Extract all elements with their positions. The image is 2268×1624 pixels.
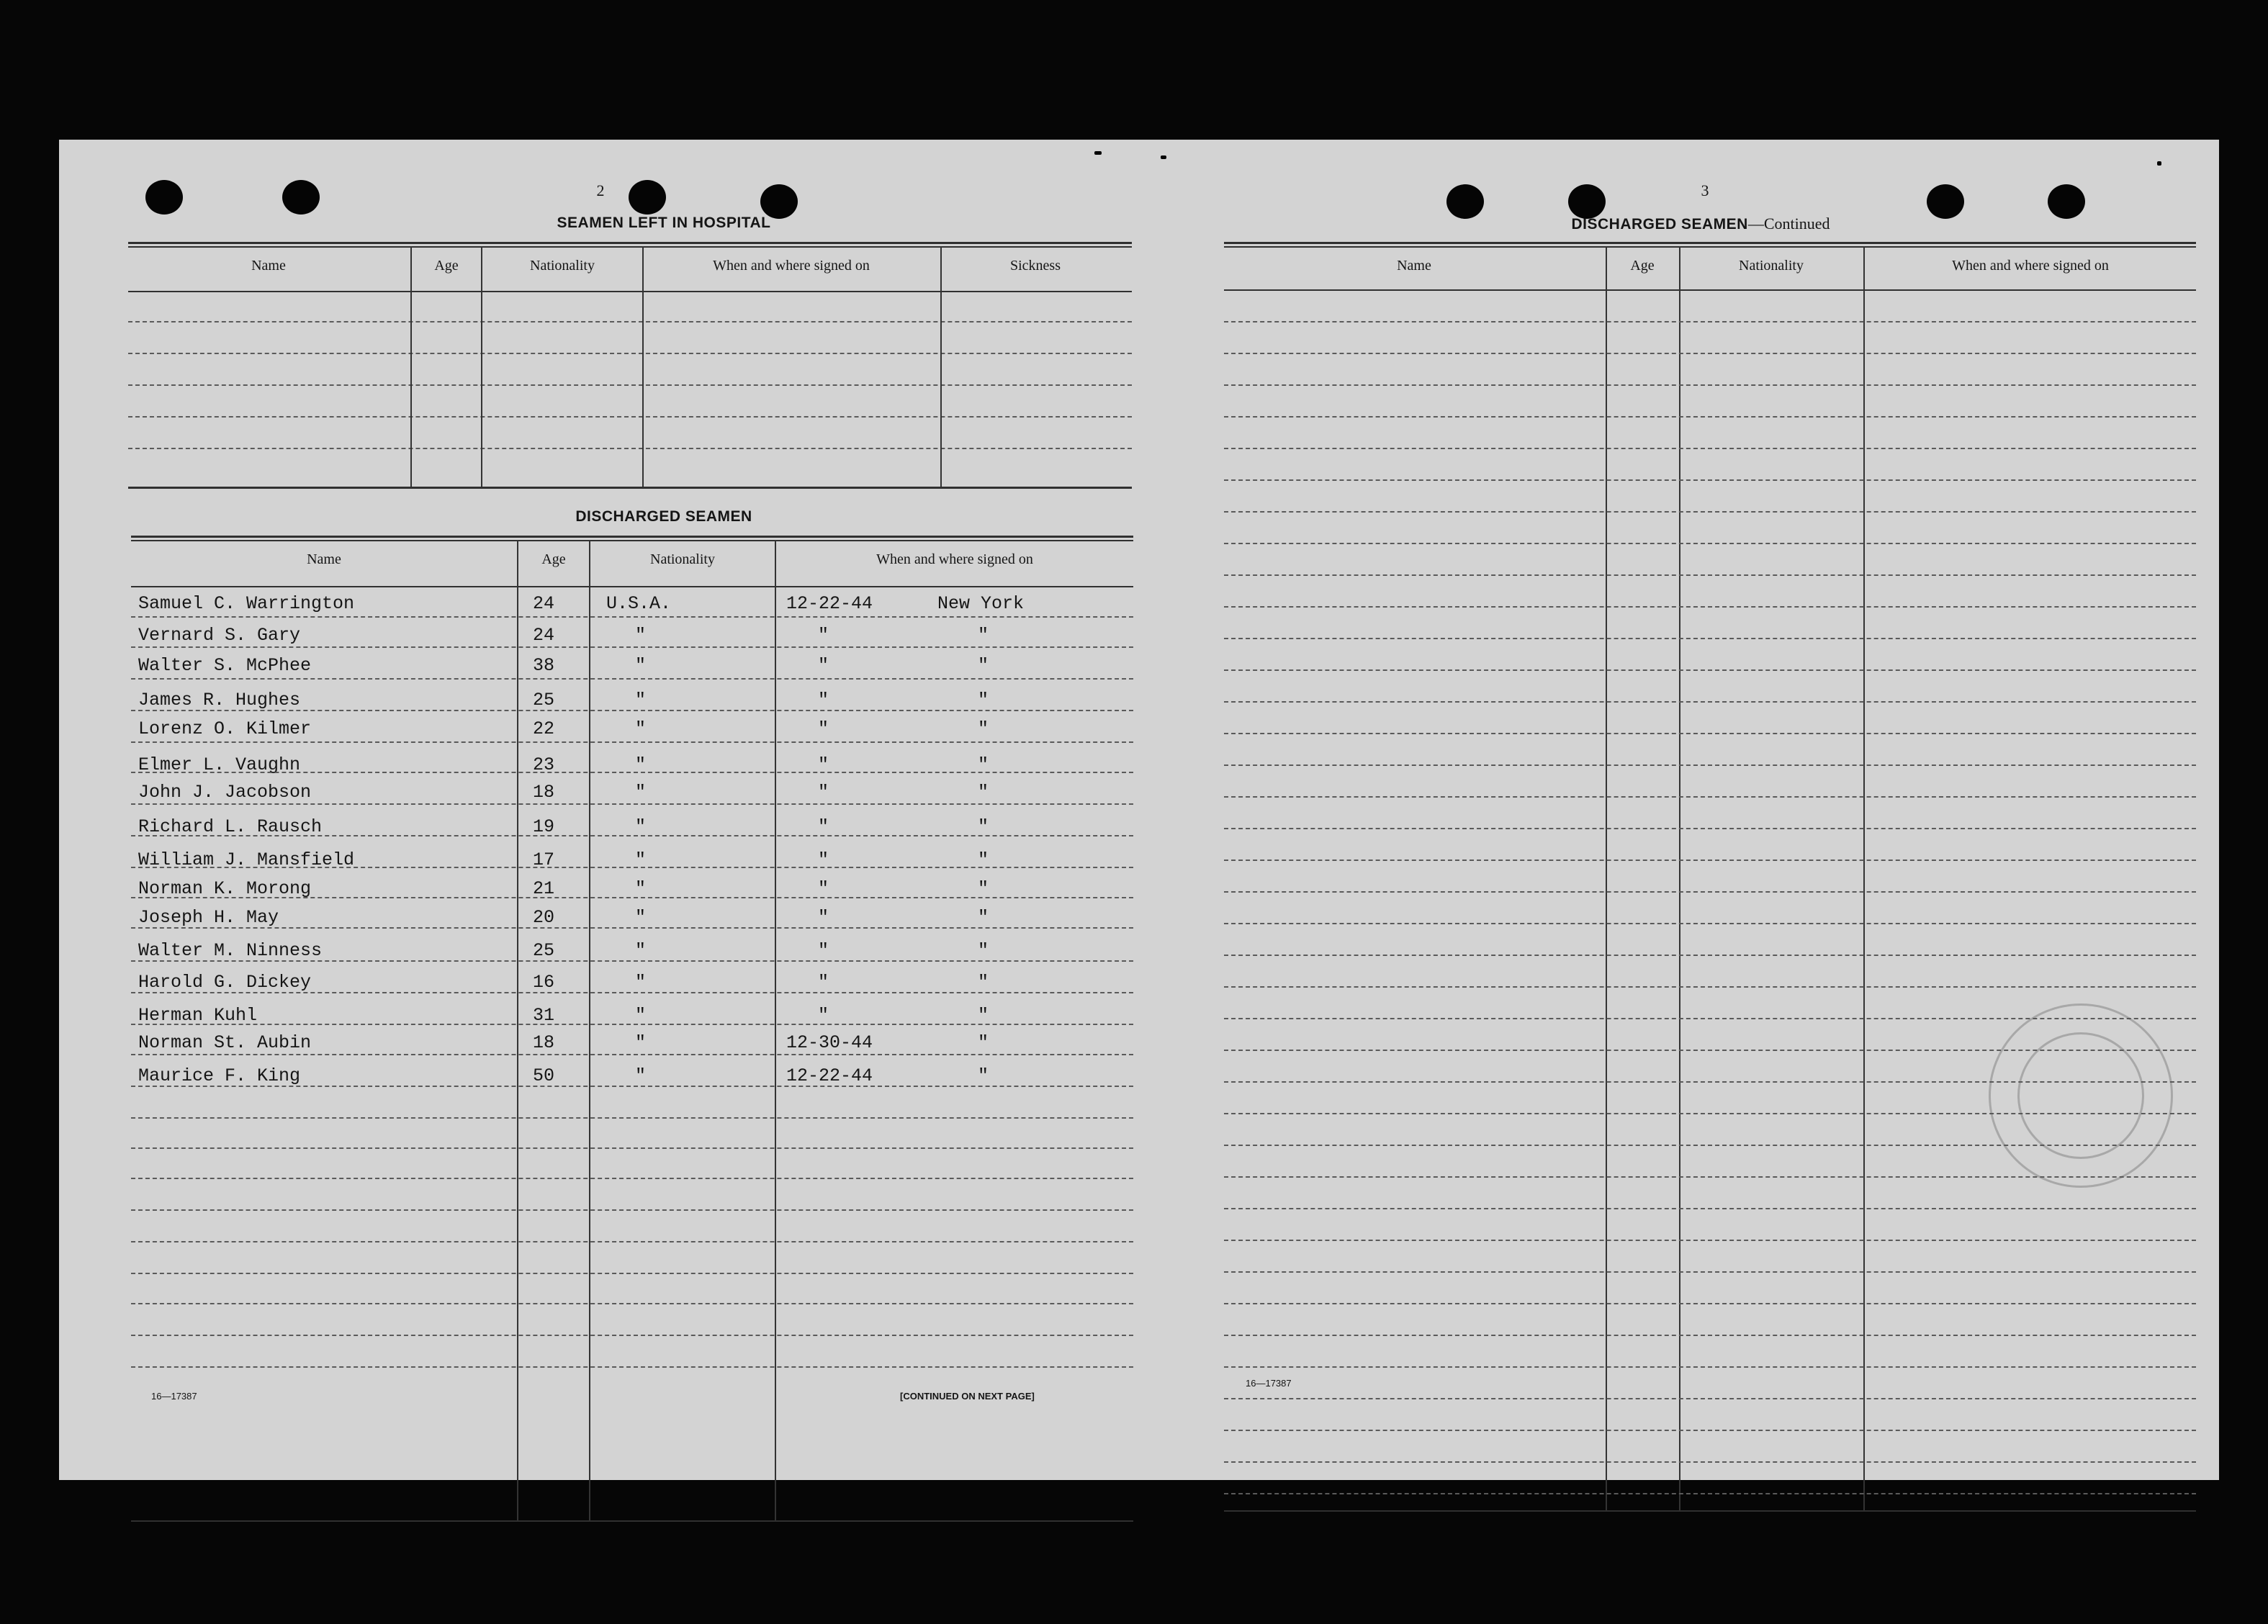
column-divider (1863, 246, 1865, 1512)
table-row (59, 1032, 1132, 1061)
ruled-line (1224, 764, 2196, 766)
discharged-section-title: DISCHARGED SEAMEN (575, 508, 752, 525)
ruled-line (131, 646, 1133, 648)
paper-speck (1161, 155, 1166, 159)
signed-on-place: " (978, 972, 989, 993)
table-row (59, 878, 1132, 907)
ruled-line (131, 710, 1133, 711)
ruled-line (1224, 416, 2196, 418)
right-section-title (1499, 215, 1902, 233)
ruled-line (131, 835, 1133, 836)
seaman-nationality: " (635, 1065, 647, 1086)
seaman-nationality: " (635, 1005, 647, 1026)
seaman-name: Maurice F. King (138, 1065, 301, 1086)
seaman-age: 25 (533, 940, 555, 961)
signed-on-place: " (978, 718, 989, 739)
column-divider (481, 246, 482, 487)
hospital-col-name: Name (251, 258, 286, 274)
ruled-line (131, 1178, 1133, 1179)
ruled-line (128, 448, 1132, 449)
signed-on-date: " (818, 655, 829, 676)
seaman-age: 20 (533, 907, 555, 928)
ruled-line (1224, 321, 2196, 322)
hospital-col-nationality: Nationality (530, 258, 595, 274)
ruled-line (131, 772, 1133, 773)
hospital-col-age: Age (434, 258, 459, 274)
ruled-line (1224, 638, 2196, 639)
seaman-nationality: " (635, 972, 647, 993)
ruled-line (1224, 828, 2196, 829)
seaman-name: Herman Kuhl (138, 1005, 258, 1026)
ruled-line (1224, 860, 2196, 861)
right-col-age: Age (1630, 258, 1655, 274)
seaman-nationality: " (635, 754, 647, 775)
table-rule (131, 586, 1133, 587)
ruled-line (131, 1335, 1133, 1336)
table-rule (1224, 242, 2196, 244)
signed-on-place: " (978, 878, 989, 899)
left-form-number: 16—17387 (151, 1391, 197, 1402)
faint-stamp-inner (2017, 1032, 2144, 1159)
right-section-title-main: DISCHARGED SEAMEN (1571, 216, 1748, 233)
seaman-name: John J. Jacobson (138, 782, 312, 803)
ruled-line (1224, 701, 2196, 703)
ruled-line (1224, 1430, 2196, 1431)
signed-on-place: " (978, 782, 989, 803)
signed-on-date: " (818, 849, 829, 870)
signed-on-date: 12-30-44 (786, 1032, 873, 1053)
signed-on-date: " (818, 782, 829, 803)
table-rule (1224, 1510, 2196, 1512)
seaman-name: Samuel C. Warrington (138, 593, 355, 614)
signed-on-place: " (978, 1065, 989, 1086)
seaman-nationality: " (635, 690, 647, 710)
seaman-name: Richard L. Rausch (138, 816, 323, 837)
seaman-nationality: " (635, 849, 647, 870)
seaman-nationality: " (635, 1032, 647, 1053)
table-rule (128, 291, 1132, 292)
signed-on-date: " (818, 816, 829, 837)
table-rule (128, 242, 1132, 244)
ruled-line (1224, 479, 2196, 481)
signed-on-date: 12-22-44 (786, 593, 873, 614)
table-row (59, 907, 1132, 936)
column-divider (410, 246, 412, 487)
seaman-name: Vernard S. Gary (138, 625, 301, 646)
ruled-line (131, 1366, 1133, 1368)
punch-hole (2048, 184, 2085, 219)
ruled-line (131, 867, 1133, 868)
ruled-line (1224, 1240, 2196, 1241)
table-row (59, 1065, 1132, 1094)
ruled-line (128, 416, 1132, 418)
table-row (59, 940, 1132, 969)
punch-hole (1927, 184, 1964, 219)
ruled-line (1224, 796, 2196, 798)
seaman-name: Norman St. Aubin (138, 1032, 312, 1053)
seaman-age: 24 (533, 625, 555, 646)
ruled-line (131, 927, 1133, 929)
ruled-line (131, 897, 1133, 898)
signed-on-place: " (978, 625, 989, 646)
ruled-line (131, 960, 1133, 962)
seaman-age: 16 (533, 972, 555, 993)
ruled-line (131, 678, 1133, 680)
ruled-line (1224, 1303, 2196, 1304)
ruled-line (1224, 986, 2196, 988)
hospital-col-signed-on: When and where signed on (713, 258, 870, 274)
signed-on-date: " (818, 878, 829, 899)
right-page-number: 3 (1701, 181, 1709, 199)
seaman-nationality: " (635, 625, 647, 646)
seaman-age: 38 (533, 655, 555, 676)
ruled-line (1224, 1493, 2196, 1494)
ruled-line (1224, 1461, 2196, 1463)
punch-hole (629, 180, 666, 215)
ruled-line (1224, 955, 2196, 956)
signed-on-date: " (818, 754, 829, 775)
seaman-nationality: " (635, 816, 647, 837)
table-row (59, 1005, 1132, 1034)
signed-on-place: " (978, 907, 989, 928)
table-rule (131, 1520, 1133, 1522)
ruled-line (131, 1086, 1133, 1087)
signed-on-date: " (818, 690, 829, 710)
right-col-name: Name (1397, 258, 1431, 274)
ruled-line (1224, 669, 2196, 671)
ruled-line (131, 1241, 1133, 1242)
ruled-line (1224, 1208, 2196, 1209)
seaman-nationality: " (635, 907, 647, 928)
right-form-number: 16—17387 (1246, 1378, 1292, 1389)
ruled-line (1224, 606, 2196, 608)
table-rule (131, 536, 1133, 538)
signed-on-place: " (978, 816, 989, 837)
seaman-name: Lorenz O. Kilmer (138, 718, 312, 739)
table-row (59, 754, 1132, 783)
ruled-line (131, 992, 1133, 993)
paper-speck (1094, 151, 1102, 155)
table-row (59, 972, 1132, 1001)
ruled-line (131, 616, 1133, 618)
table-rule (131, 540, 1133, 541)
hospital-section-title: SEAMEN LEFT IN HOSPITAL (557, 215, 771, 231)
column-divider (940, 246, 942, 487)
ruled-line (131, 1209, 1133, 1211)
table-row (59, 849, 1132, 878)
punch-hole (1568, 184, 1606, 219)
signed-on-date: 12-22-44 (786, 1065, 873, 1086)
ruled-line (1224, 1335, 2196, 1336)
ruled-line (131, 803, 1133, 805)
ruled-line (1224, 384, 2196, 386)
column-divider (642, 246, 644, 487)
seaman-age: 19 (533, 816, 555, 837)
seaman-age: 31 (533, 1005, 555, 1026)
signed-on-place: " (978, 690, 989, 710)
signed-on-place: " (978, 655, 989, 676)
column-divider (1679, 246, 1680, 1512)
hospital-col-sickness: Sickness (1010, 258, 1061, 274)
discharged-col-signed-on: When and where signed on (876, 551, 1033, 567)
ruled-line (131, 741, 1133, 743)
table-row (59, 718, 1132, 747)
left-page-number: 2 (596, 181, 605, 199)
seaman-nationality: " (635, 782, 647, 803)
punch-hole (760, 184, 798, 219)
ruled-line (1224, 511, 2196, 513)
ruled-line (131, 1024, 1133, 1025)
document-paper (59, 140, 2219, 1480)
seaman-name: Walter S. McPhee (138, 655, 312, 676)
ruled-line (128, 321, 1132, 322)
seaman-name: Joseph H. May (138, 907, 279, 928)
ruled-line (131, 1054, 1133, 1055)
seaman-name: James R. Hughes (138, 690, 301, 710)
signed-on-date: " (818, 907, 829, 928)
seaman-age: 50 (533, 1065, 555, 1086)
signed-on-date: " (818, 972, 829, 993)
seaman-nationality: U.S.A. (606, 593, 672, 614)
ruled-line (1224, 353, 2196, 354)
signed-on-date: " (818, 940, 829, 961)
seaman-name: Norman K. Morong (138, 878, 312, 899)
discharged-col-name: Name (307, 551, 341, 567)
seaman-nationality: " (635, 878, 647, 899)
ruled-line (128, 384, 1132, 386)
seaman-name: Walter M. Ninness (138, 940, 323, 961)
discharged-col-nationality: Nationality (650, 551, 715, 567)
table-rule (1224, 289, 2196, 291)
continued-note: [CONTINUED ON NEXT PAGE] (900, 1391, 1035, 1402)
table-rule (1224, 246, 2196, 248)
signed-on-place: " (978, 1032, 989, 1053)
table-row (59, 593, 1132, 622)
ruled-line (131, 1303, 1133, 1304)
table-row (59, 782, 1132, 811)
paper-speck (2157, 161, 2161, 166)
signed-on-place: " (978, 1005, 989, 1026)
seaman-name: Elmer L. Vaughn (138, 754, 301, 775)
ruled-line (1224, 891, 2196, 893)
ruled-line (131, 1273, 1133, 1274)
seaman-age: 24 (533, 593, 555, 614)
punch-hole (1446, 184, 1484, 219)
right-col-signed-on: When and where signed on (1952, 258, 2109, 274)
right-section-title-suffix: —Continued (1747, 215, 1830, 233)
seaman-nationality: " (635, 655, 647, 676)
signed-on-place: " (978, 940, 989, 961)
signed-on-date: " (818, 1005, 829, 1026)
punch-hole (145, 180, 183, 215)
signed-on-date: " (818, 625, 829, 646)
ruled-line (128, 353, 1132, 354)
table-rule (128, 487, 1132, 489)
seaman-name: Harold G. Dickey (138, 972, 312, 993)
punch-hole (282, 180, 320, 215)
seaman-nationality: " (635, 940, 647, 961)
signed-on-date: " (818, 718, 829, 739)
ruled-line (1224, 923, 2196, 924)
table-row (59, 655, 1132, 684)
discharged-col-age: Age (541, 551, 566, 567)
ruled-line (1224, 448, 2196, 449)
table-rule (128, 246, 1132, 248)
ruled-line (1224, 733, 2196, 734)
seaman-age: 22 (533, 718, 555, 739)
signed-on-place: " (978, 754, 989, 775)
seaman-age: 18 (533, 782, 555, 803)
seaman-age: 18 (533, 1032, 555, 1053)
ruled-line (1224, 1271, 2196, 1273)
ruled-line (1224, 1366, 2196, 1368)
ruled-line (1224, 543, 2196, 544)
ruled-line (1224, 1398, 2196, 1399)
ruled-line (1224, 574, 2196, 576)
column-divider (1606, 246, 1607, 1512)
seaman-age: 23 (533, 754, 555, 775)
seaman-age: 17 (533, 849, 555, 870)
right-col-nationality: Nationality (1739, 258, 1804, 274)
seaman-age: 21 (533, 878, 555, 899)
signed-on-place: " (978, 849, 989, 870)
table-row (59, 625, 1132, 654)
ruled-line (131, 1147, 1133, 1149)
table-row (59, 690, 1132, 718)
seaman-nationality: " (635, 718, 647, 739)
seaman-name: William J. Mansfield (138, 849, 355, 870)
seaman-age: 25 (533, 690, 555, 710)
ruled-line (131, 1117, 1133, 1119)
signed-on-place: New York (937, 593, 1025, 614)
table-row (59, 816, 1132, 845)
